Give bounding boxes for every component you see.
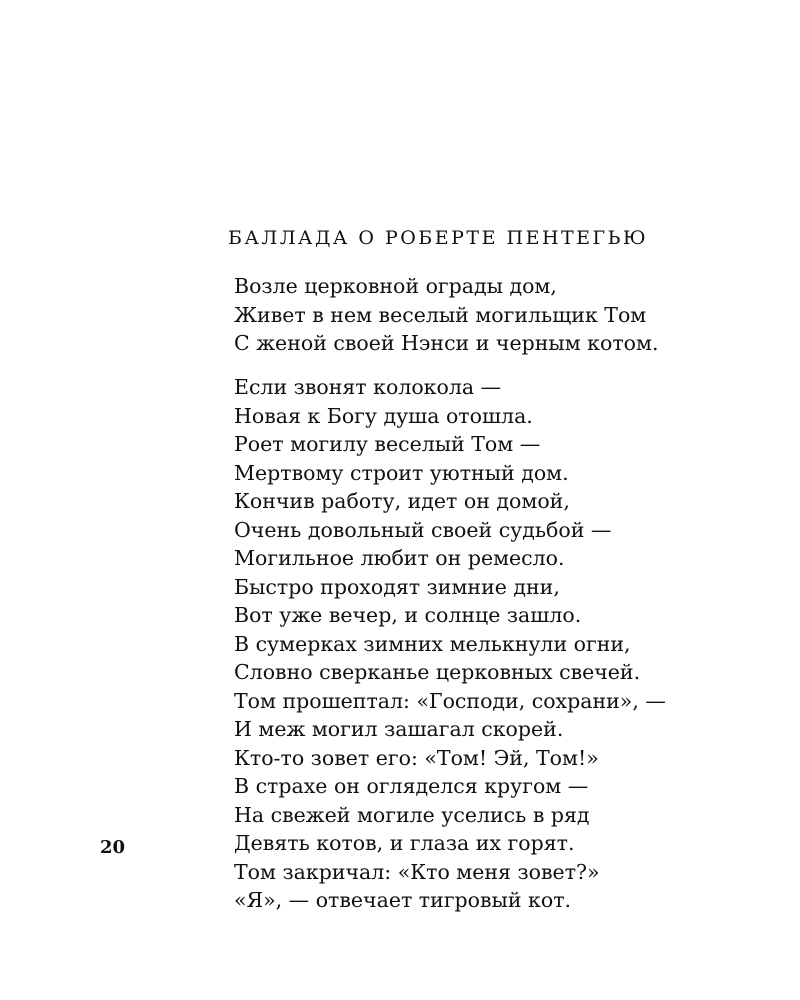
poem-line: Кончив работу, идет он домой, bbox=[234, 489, 570, 513]
poem-line: Очень довольный своей судьбой — bbox=[234, 517, 612, 542]
poem-line: Кто-то зовет его: «Том! Эй, Том!» bbox=[234, 745, 599, 770]
poem-line: Быстро проходят зимние дни, bbox=[234, 574, 560, 599]
poem-line: С женой своей Нэнси и черным котом. bbox=[234, 331, 659, 355]
poem-line: Мертвому строит уютный дом. bbox=[234, 460, 569, 485]
poem-line: Могильное любит он ремесло. bbox=[234, 546, 565, 570]
poem-title: БАЛЛАДА О РОБЕРТЕ ПЕНТЕГЬЮ bbox=[228, 227, 649, 249]
poem-line: Роет могилу веселый Том — bbox=[234, 432, 541, 456]
poem-line: В сумерках зимних мелькнули огни, bbox=[234, 631, 631, 656]
stanza-2 bbox=[234, 373, 666, 915]
poem-line: В страхе он огляделся кругом — bbox=[234, 774, 589, 798]
poem-line: Словно сверканье церковных свечей. bbox=[234, 660, 641, 684]
poem-line: «Я», — отвечает тигровый кот. bbox=[234, 888, 572, 912]
poem-line: На свежей могиле уселись в ряд bbox=[234, 802, 590, 827]
poem-line: Том прошептал: «Господи, сохрани», — bbox=[234, 688, 666, 713]
poem-line: Живет в нем веселый могильщик Том bbox=[234, 302, 647, 327]
poem-line: Новая к Богу душа отошла. bbox=[234, 403, 533, 428]
poem-line: Девять котов, и глаза их горят. bbox=[234, 831, 575, 855]
poem-line: Возле церковной ограды дом, bbox=[234, 274, 557, 298]
poem-line: Вот уже вечер, и солнце зашло. bbox=[234, 603, 582, 627]
poem-line: Том закричал: «Кто меня зовет?» bbox=[234, 859, 600, 884]
poem-line: И меж могил зашагал скорей. bbox=[234, 717, 564, 741]
page-number: 20 bbox=[100, 837, 126, 858]
poem-line: Если звонят колокола — bbox=[234, 375, 502, 399]
stanza-1 bbox=[234, 272, 658, 358]
